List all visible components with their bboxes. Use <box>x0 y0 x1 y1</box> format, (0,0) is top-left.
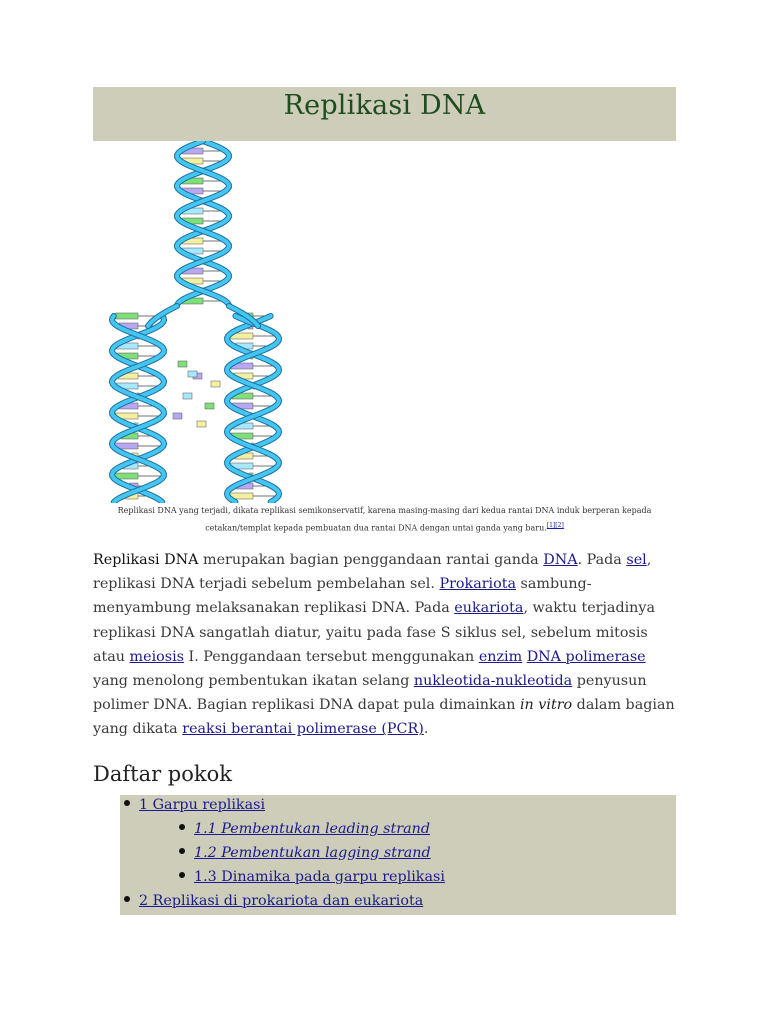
dna-figure <box>93 141 289 503</box>
link-dna-polimerase[interactable]: DNA polimerase <box>526 648 646 665</box>
toc-item-1-1 <box>179 821 430 837</box>
dna-double-helix-replication-icon <box>93 141 289 503</box>
bullet-icon <box>179 872 185 878</box>
link-dna[interactable]: DNA <box>543 552 578 568</box>
link-pcr[interactable]: reaksi berantai polimerase (PCR) <box>182 721 424 738</box>
caption-text: Replikasi DNA yang terjadi, dikata replikasi semikonservatif, karena masing-masing dari kedua rantai DNA induk berperan kepada cetakan/templat kepada pembuatan dua rantai DNA dengan untai ganda yang baru. <box>117 506 652 533</box>
toc-link-1-3[interactable]: 1.3 Dinamika pada garpu replikasi <box>194 869 445 885</box>
figure-caption <box>93 503 676 536</box>
bullet-icon <box>124 896 130 902</box>
toc-link-1[interactable]: 1 Garpu replikasi <box>139 797 266 813</box>
link-eukariota[interactable]: eukariota <box>454 600 524 617</box>
toc-item-1-2 <box>179 845 431 861</box>
toc-heading: Daftar pokok <box>93 762 232 786</box>
intro-paragraph: Replikasi DNA merupakan bagian penggandaan rantai ganda DNA. Pada sel, replikasi DNA terjadi sebelum pembelahan sel. Prokariota sambung-menyambung melaksanakan replikasi DNA. Pada eukariota, waktu terjadinya replikasi DNA sangatlah diatur, yaitu pada fase S siklus sel, sebelum mitosis atau meiosis I. Penggandaan tersebut menggunakan enzim DNA polimerase yang menolong pembentukan ikatan selang nukleotida-nukleotida penyusun polimer DNA. Bagian replikasi DNA dapat pula dimainkan in vitro dalam bagian yang dikata reaksi berantai polimerase (PCR). <box>93 552 675 738</box>
toc-item-1-3 <box>179 869 445 885</box>
in-vitro-term: in vitro <box>519 697 573 714</box>
toc-link-1-2[interactable]: 1.2 Pembentukan lagging strand <box>194 845 431 861</box>
toc-link-1-1[interactable]: 1.1 Pembentukan leading strand <box>194 821 430 837</box>
caption-reference-link[interactable]: [1][2] <box>546 522 564 529</box>
link-meiosis[interactable]: meiosis <box>129 648 184 665</box>
page-title: Replikasi DNA <box>283 90 486 121</box>
bullet-icon <box>179 848 185 854</box>
toc-link-2[interactable]: 2 Replikasi di prokariota dan eukariota <box>139 893 424 909</box>
link-nukleotida[interactable]: nukleotida-nukleotida <box>413 673 573 690</box>
link-prokariota[interactable]: Prokariota <box>439 576 517 593</box>
toc-item-2 <box>124 893 423 909</box>
intro-term: Replikasi DNA <box>93 552 199 568</box>
link-enzim[interactable]: enzim <box>478 648 523 665</box>
bullet-icon <box>179 824 185 830</box>
toc-item-1 <box>124 797 265 813</box>
link-sel[interactable]: sel <box>626 552 647 568</box>
bullet-icon <box>124 800 130 806</box>
